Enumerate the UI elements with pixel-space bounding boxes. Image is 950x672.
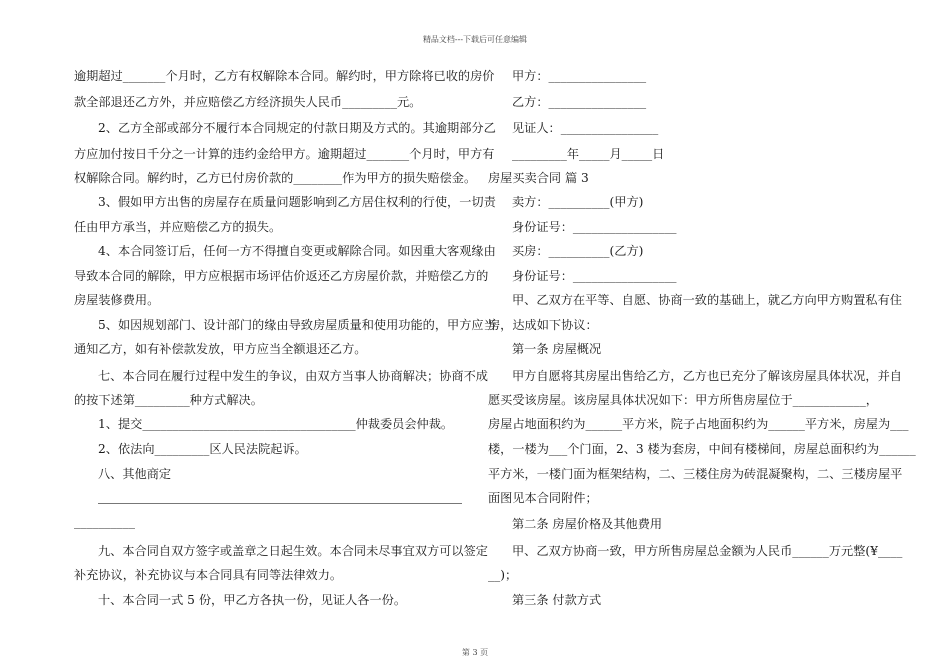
paragraph-line: 甲、乙双方在平等、自愿、协商一致的基础上，就乙方向甲方购置私有住 xyxy=(512,293,902,307)
section-heading: 第一条 房屋概况 xyxy=(512,342,602,356)
paragraph-line: 通知乙方，如有补偿款发放，甲方应当全额退还乙方。 xyxy=(74,342,367,356)
paragraph-line: 方应加付按日千分之一计算的违约金给甲方。逾期超过_______个月时，甲方有 xyxy=(74,147,495,161)
paragraph-line: 逾期超过_______个月时，乙方有权解除本合同。解约时，甲方除将已收的房价 xyxy=(74,69,495,83)
blank-fill-line xyxy=(98,503,462,504)
paragraph-line: 2、乙方全部或部分不履行本合同规定的付款日期及方式的。其逾期部分乙 xyxy=(98,121,496,135)
paragraph-line: 平方米，一楼门面为框架结构，二、三楼住房为砖混凝聚构，二、三楼房屋平 xyxy=(488,467,903,481)
paragraph-line: 4、本合同签订后，任何一方不得擅自变更或解除合同。如因重大客观缘由 xyxy=(98,244,496,258)
paragraph-line: 甲、乙双方协商一致，甲方所售房屋总金额为人民币______万元整(¥____ xyxy=(512,544,903,558)
paragraph-line: 面图见本合同附件； xyxy=(488,491,598,505)
paragraph-line: 九、本合同自双方签字或盖章之日起生效。本合同未尽事宜双方可以签定 xyxy=(98,544,488,558)
paragraph-line: 补充协议，补充协议与本合同具有同等法律效力。 xyxy=(74,568,343,582)
buyer-field: 买房：__________(乙方) xyxy=(512,244,644,258)
paragraph-line: 房屋占地面积约为______平方米，院子占地面积约为______平方米，房屋为___ xyxy=(488,417,909,431)
paragraph-line: 十、本合同一式 5 份，甲乙方各执一份，见证人各一份。 xyxy=(98,593,407,607)
paragraph-line: 款全部退还乙方外，并应赔偿乙方经济损失人民币_________元。 xyxy=(74,95,422,109)
paragraph-line: 2、依法向_________区人民法院起诉。 xyxy=(98,442,307,456)
signature-line-witness: 见证人：________________ xyxy=(512,121,659,135)
date-line: _________年_____月_____日 xyxy=(512,147,665,161)
paragraph-line: 楼，一楼为___个门面，2、3 楼为套房，中间有楼梯间，房屋总面积约为______ xyxy=(488,442,916,456)
page-header: 精品文档---下载后可任意编辑 xyxy=(422,35,528,44)
paragraph-line: 房屋装修费用。 xyxy=(74,293,160,307)
buyer-id-field: 身份证号：_________________ xyxy=(512,269,677,283)
paragraph-line: 1、提交___________________________________仲裁委员会仲裁。 xyxy=(98,417,454,431)
contract-title: 房屋买卖合同 篇 3 xyxy=(488,171,589,185)
seller-id-field: 身份证号：_________________ xyxy=(512,220,677,234)
page-number: 第 3 页 xyxy=(461,648,489,657)
paragraph-line: 导致本合同的解除，甲方应根据市场评估价返还乙方房屋价款，并赔偿乙方的 xyxy=(74,269,489,283)
paragraph-line: 愿买受该房屋。该房屋具体状况如下：甲方所售房屋位于____________， xyxy=(488,393,878,407)
paragraph-line: __)； xyxy=(488,568,518,582)
paragraph-line: 3、假如甲方出售的房屋存在质量问题影响到乙方居住权利的行使，一切责 xyxy=(98,195,496,209)
paragraph-line: 的按下述第_________种方式解决。 xyxy=(74,393,263,407)
paragraph-line: 5、如因规划部门、设计部门的缘由导致房屋质量和使用功能的，甲方应当 xyxy=(98,318,496,332)
seller-field: 卖方：__________(甲方) xyxy=(512,195,644,209)
paragraph-line: 七、本合同在履行过程中发生的争议，由双方当事人协商解决；协商不成 xyxy=(98,369,488,383)
paragraph-line: 房，达成如下协议： xyxy=(488,318,598,332)
signature-line-party-a: 甲方：________________ xyxy=(512,69,647,83)
paragraph-line: 任由甲方承当，并应赔偿乙方的损失。 xyxy=(74,220,282,234)
paragraph-line: __________ xyxy=(74,515,135,529)
signature-line-party-b: 乙方：________________ xyxy=(512,95,647,109)
paragraph-line: 权解除合同。解约时，乙方已付房价款的________作为甲方的损失赔偿金。 xyxy=(74,171,477,185)
section-heading: 八、其他商定 xyxy=(98,467,172,481)
paragraph-line: 甲方自愿将其房屋出售给乙方，乙方也已充分了解该房屋具体状况，并自 xyxy=(512,369,902,383)
section-heading: 第二条 房屋价格及其他费用 xyxy=(512,517,663,531)
section-heading: 第三条 付款方式 xyxy=(512,593,602,607)
